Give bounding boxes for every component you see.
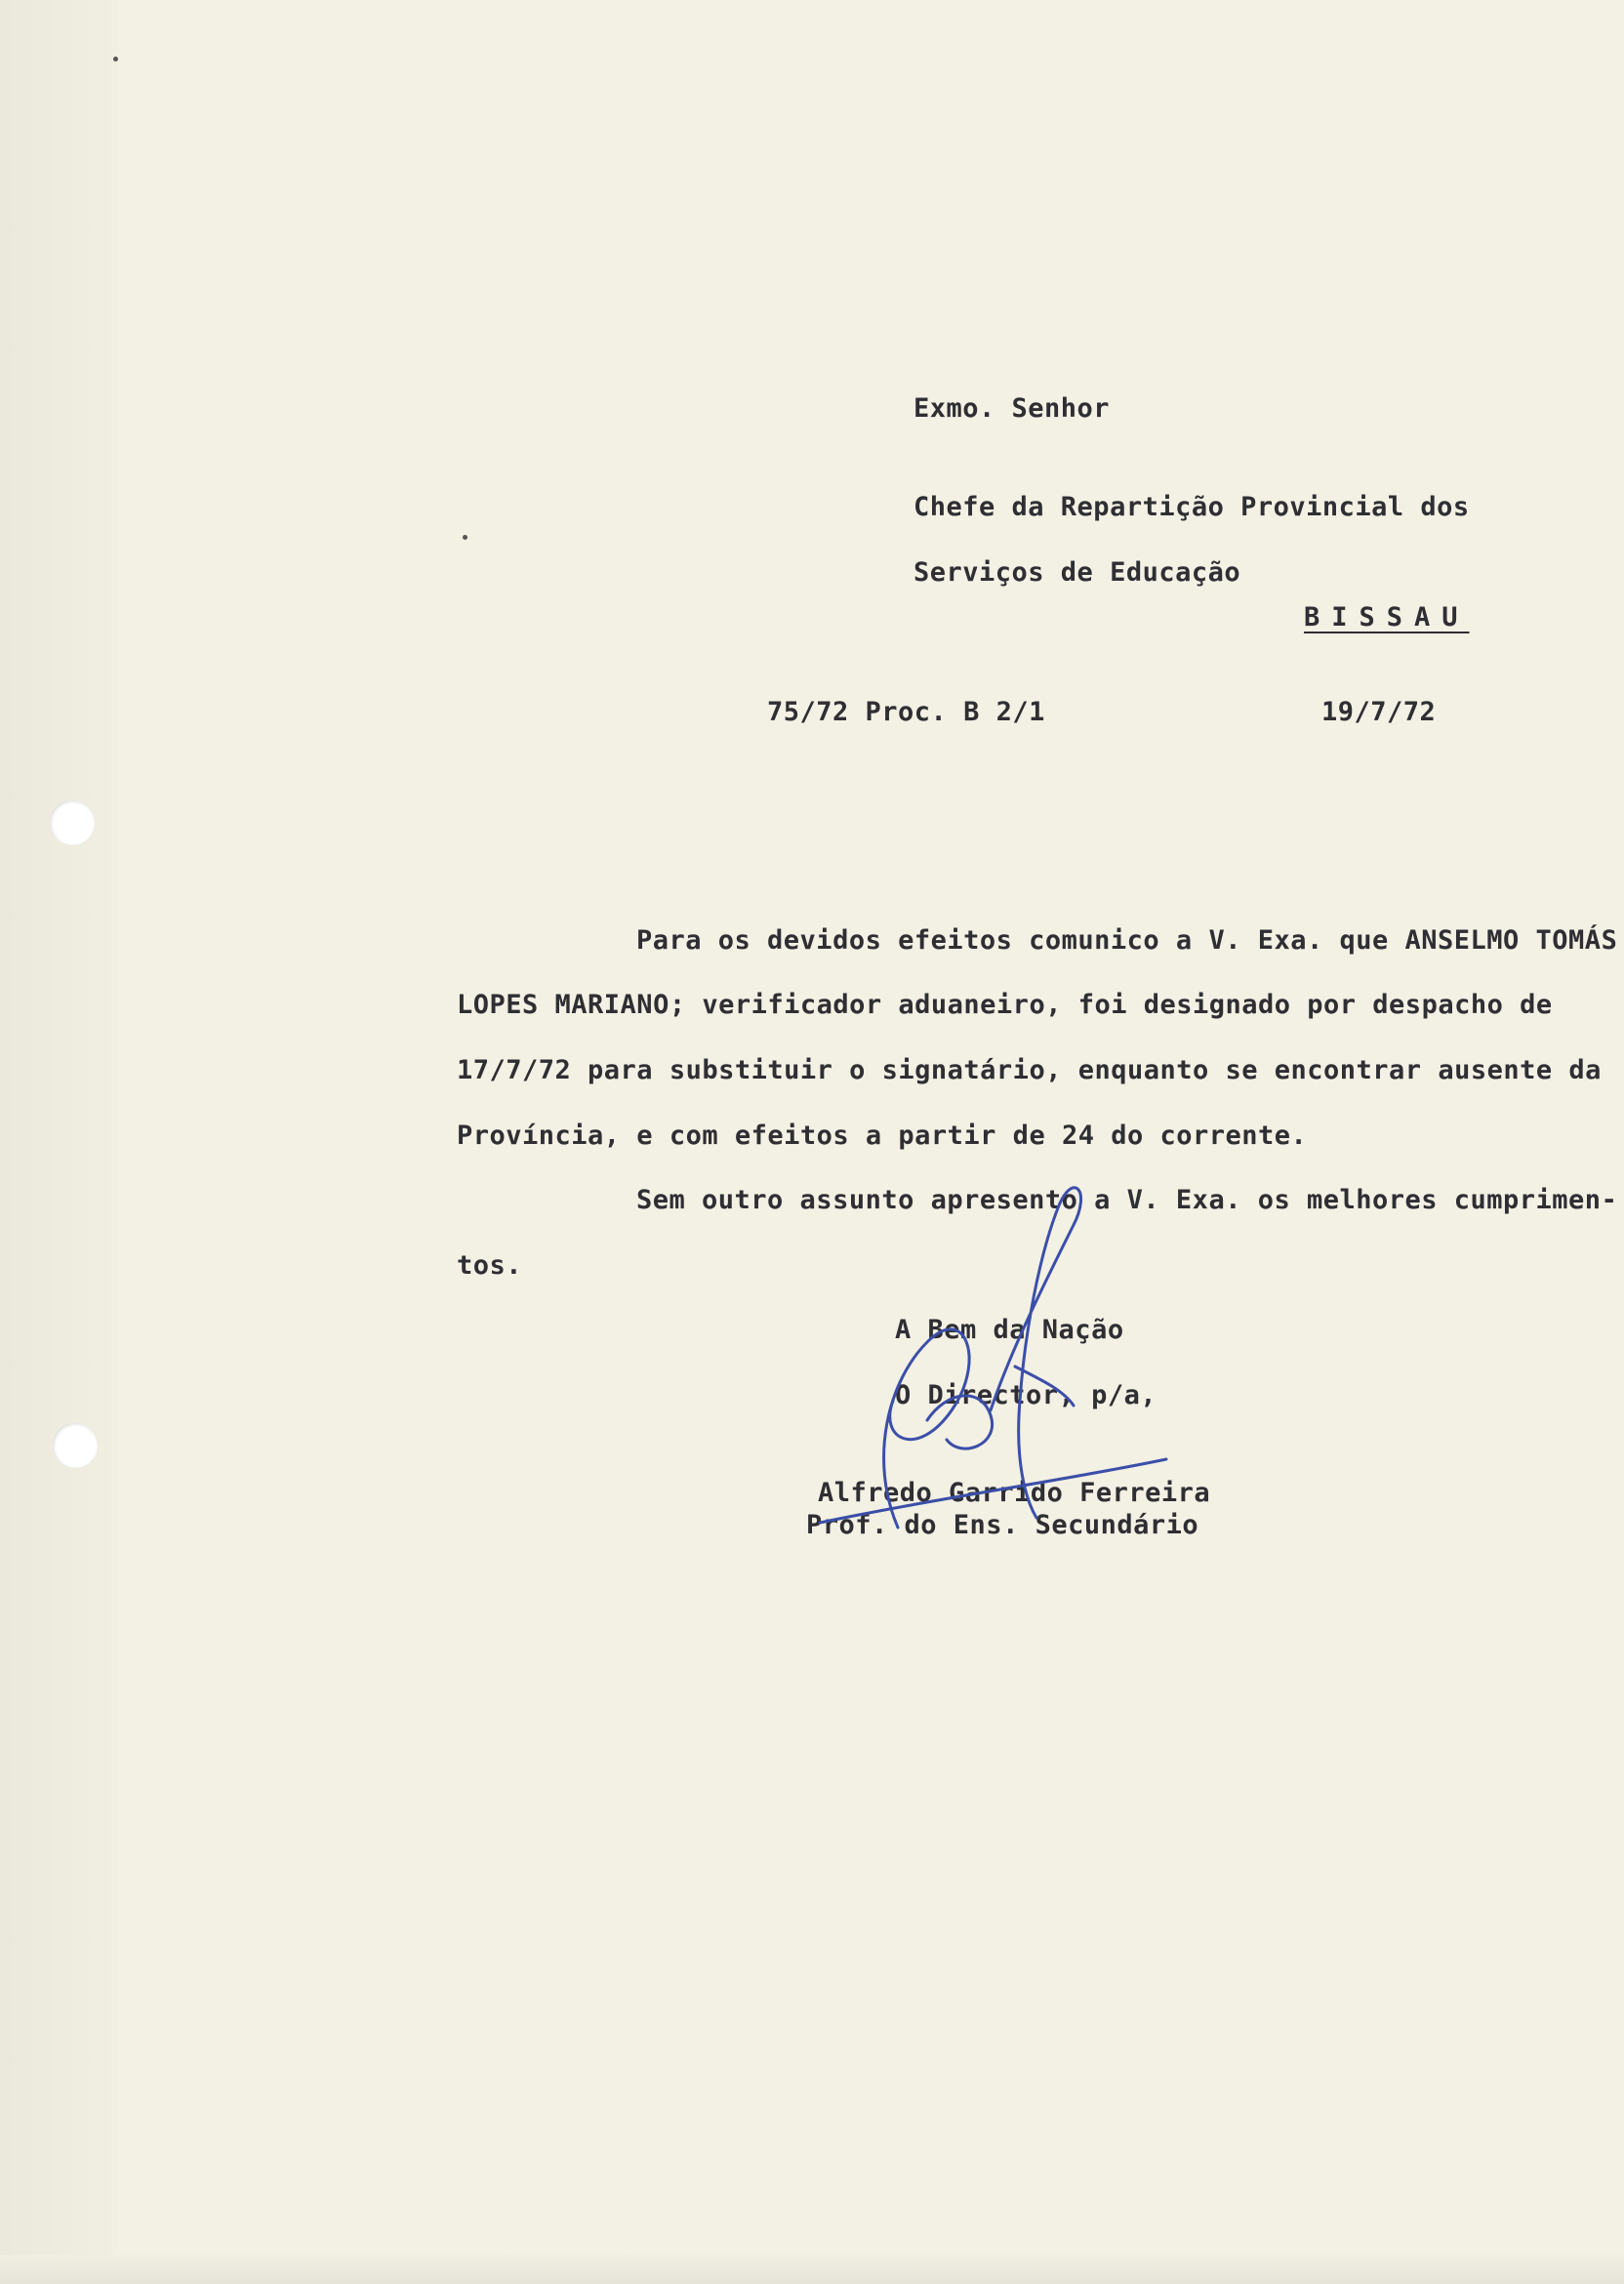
addressee-line-1: Chefe da Repartição Provincial dos <box>914 492 1470 522</box>
closing-line-2: tos. <box>457 1250 523 1281</box>
body-line-4: Província, e com efeitos a partir de 24 do corrente. <box>457 1121 1308 1151</box>
punch-hole-top <box>50 800 95 845</box>
signer-role: O Director, p/a, <box>895 1380 1157 1410</box>
paper-speck <box>113 57 118 61</box>
reference-number: 75/72 Proc. B 2/1 <box>767 697 1045 727</box>
signer-title: Prof. do Ens. Secundário <box>806 1510 1199 1540</box>
body-line-2: LOPES MARIANO; verificador aduaneiro, foi designado por despacho de <box>457 990 1553 1020</box>
page-edge-shadow <box>0 0 117 2284</box>
city-name: BISSAU <box>1304 602 1470 632</box>
handwritten-signature <box>781 1166 1230 1557</box>
punch-hole-bottom <box>53 1423 98 1468</box>
signer-name: Alfredo Garrido Ferreira <box>818 1478 1211 1508</box>
valediction: A Bem da Nação <box>895 1315 1124 1345</box>
salutation: Exmo. Senhor <box>914 393 1111 424</box>
addressee-line-2: Serviços de Educação <box>914 557 1241 588</box>
body-line-1: Para os devidos efeitos comunico a V. Exa. que ANSELMO TOMÁS <box>636 925 1618 956</box>
paper-speck <box>463 535 467 540</box>
page-bottom-edge <box>0 2255 1624 2284</box>
body-line-3: 17/7/72 para substituir o signatário, enquanto se encontrar ausente da <box>457 1055 1602 1085</box>
letter-date: 19/7/72 <box>1321 697 1437 727</box>
closing-line-1: Sem outro assunto apresento a V. Exa. os melhores cumprimen- <box>636 1185 1618 1215</box>
